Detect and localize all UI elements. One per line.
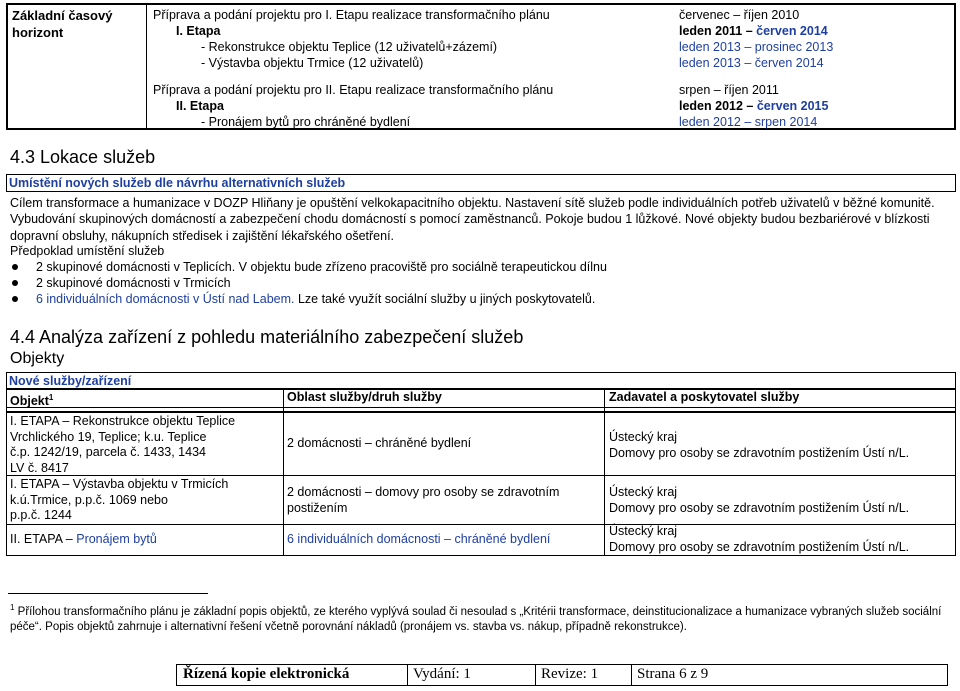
- col-divider: [604, 407, 605, 555]
- footnote-separator: [8, 593, 208, 594]
- list-item: 2 skupinové domácnosti v Teplicích. V objektu bude zřízeno pracoviště pro sociálně terapeutickou dílnu: [10, 259, 607, 275]
- col-divider: [604, 389, 605, 407]
- footnote: $^1$ Přílohou transformačního plánu je základní popis objektů, ze kterého vyplývá soulad či nesoulad s „Kritérii transformace, deinstitucionalizace a humanizace vybraných služeb sociální péče“. Popis objektů zahrnuje i alternativní řešení včetně porovnání nákladů (pronájem vs. stavba vs. nákup, případně rekonstrukce).: [10, 603, 942, 633]
- table-row-2-object: I. ETAPA – Výstavba objektu v Trmicích k.ú.Trmice, p.p.č. 1069 nebo p.p.č. 1244: [10, 477, 229, 522]
- schedule-row1-title: Příprava a podání projektu pro I. Etapu realizace transformačního plánu: [153, 8, 550, 22]
- schedule-row4-title: - Výstavba objektu Trmice (12 uživatelů): [201, 56, 424, 70]
- bullet-icon: [12, 264, 18, 270]
- list-item: 2 skupinové domácnosti v Trmicích: [10, 275, 607, 291]
- schedule-row1-date: červenec – říjen 2010: [679, 8, 800, 22]
- table-row-3-service: 6 individuálních domácnosti – chráněné bydlení: [287, 532, 551, 546]
- section-4-4-bar: Nové služby/zařízení: [6, 372, 956, 390]
- schedule-row4-date: leden 2013 – červen 2014: [679, 56, 824, 70]
- table-row-3-provider: Ústecký kraj Domovy pro osoby se zdravotním postižením Ústí n/L.: [609, 524, 910, 554]
- objects-table: [6, 388, 956, 556]
- table-row-2-service: 2 domácnosti – domovy pro osoby se zdravotním postižením: [287, 485, 560, 515]
- schedule-row3-title: - Rekonstrukce objektu Teplice (12 uživatelů+zázemí): [201, 40, 498, 54]
- col-header-object: Objekt$^1$: [10, 393, 54, 409]
- section-4-3-paragraph: Cílem transformace a humanizace v DOZP Hliňany je opuštění velkokapacitního objektu. Nastavení sítě služeb podle individuálních potřeb uživatelů v běžné komunitě. Vybudování skupinových domácností a zabezpečení chodu domácností s pomocí zaměstnanců. Pokoje budou 1 lůžkové. Nové objekty budou bezbariérové v blízkosti dopravní obsluhy, nákupních středisek i zajištění lékařského ošetření.: [10, 196, 935, 243]
- table-row-1-service: 2 domácnosti – chráněné bydlení: [287, 436, 472, 450]
- list-item: 6 individuálních domácnosti v Ústí nad Labem. Lze také využít sociální služby u jiných poskytovatelů.: [10, 291, 607, 307]
- schedule-row5-title: Příprava a podání projektu pro II. Etapu realizace transformačního plánu: [153, 83, 554, 97]
- table-row-1-provider: Ústecký kraj Domovy pro osoby se zdravotním postižením Ústí n/L.: [609, 430, 910, 460]
- objects-table-header-rule: [7, 409, 955, 413]
- col-divider: [283, 389, 284, 407]
- schedule-table: [6, 3, 956, 130]
- table-row-3-object: II. ETAPA – Pronájem bytů: [10, 532, 157, 546]
- objects-table-header: [7, 389, 955, 408]
- bullet-icon: [12, 296, 18, 302]
- bullet-icon: [12, 280, 18, 286]
- schedule-table-divider: [146, 5, 147, 128]
- schedule-row6-title: II. Etapa: [176, 99, 224, 113]
- row-divider: [7, 475, 955, 476]
- schedule-row6-date: leden 2012 – červen 2015: [679, 99, 829, 113]
- objects-subheading: Objekty: [10, 350, 65, 367]
- schedule-row7-title: - Pronájem bytů pro chráněné bydlení: [201, 115, 411, 129]
- col-header-provider: Zadavatel a poskytovatel služby: [609, 390, 800, 404]
- section-4-3-bar: Umístění nových služeb dle návrhu alternativních služeb: [6, 174, 956, 192]
- section-4-3-subtitle: Předpoklad umístění služeb: [10, 244, 165, 258]
- footer-page: Strana 6 z 9: [637, 666, 709, 682]
- footer-revision: Revize: 1: [541, 666, 599, 682]
- col-divider: [283, 407, 284, 555]
- schedule-left-label: Základní časový horizont: [12, 8, 113, 40]
- footer-issue: Vydání: 1: [413, 666, 471, 682]
- service-location-list: [10, 259, 607, 308]
- section-heading-4-4: 4.4 Analýza zařízení z pohledu materiálního zabezpečení služeb: [10, 327, 524, 347]
- section-heading-4-3: 4.3 Lokace služeb: [10, 147, 156, 167]
- schedule-row3-date: leden 2013 – prosinec 2013: [679, 40, 834, 54]
- document-footer: [176, 664, 948, 686]
- schedule-row5-date: srpen – říjen 2011: [679, 83, 779, 97]
- col-header-service: Oblast služby/druh služby: [287, 390, 442, 404]
- table-row-2-provider: Ústecký kraj Domovy pro osoby se zdravotním postižením Ústí n/L.: [609, 485, 910, 515]
- schedule-row7-date: leden 2012 – srpen 2014: [679, 115, 818, 129]
- schedule-row2-title: I. Etapa: [176, 24, 221, 38]
- table-row-1-object: I. ETAPA – Rekonstrukce objektu Teplice Vrchlického 19, Teplice; k.u. Teplice č.p. 1242/19, parcela č. 1433, 1434 LV č. 8417: [10, 414, 236, 475]
- footer-title: Řízená kopie elektronická: [183, 666, 350, 682]
- schedule-row2-date: leden 2011 – červen 2014: [679, 24, 828, 38]
